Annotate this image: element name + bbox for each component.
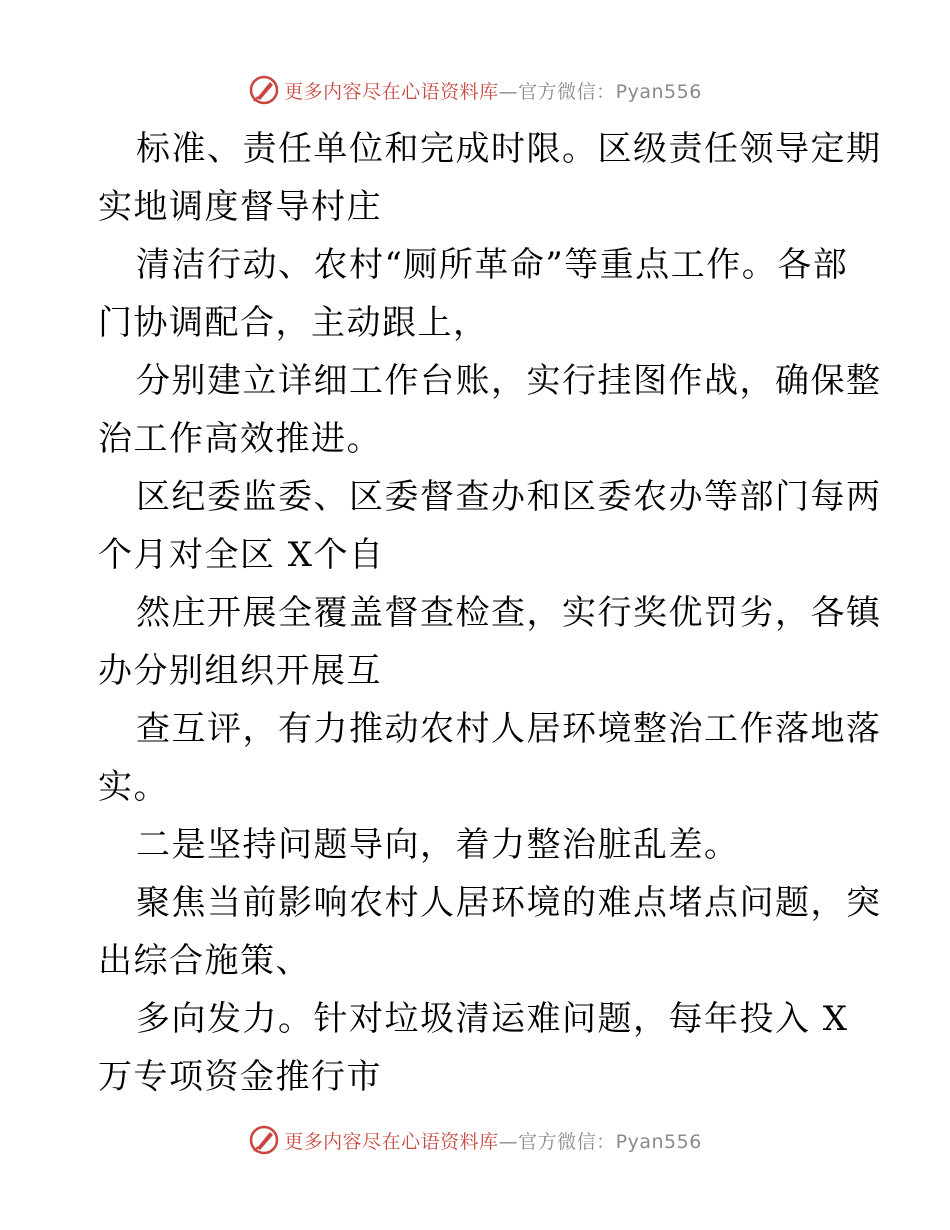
- header-watermark-text: 更多内容尽在心语资料库—官方微信：Pyan556: [284, 80, 702, 103]
- body-line: 实地调度督导村庄: [98, 187, 382, 227]
- body-line: 万专项资金推行市: [98, 1057, 382, 1097]
- body-line: 个月对全区 X个自: [98, 535, 385, 575]
- feather-pen-logo-icon: [248, 74, 280, 106]
- body-line: 出综合施策、: [98, 941, 311, 981]
- feather-pen-logo-icon: [248, 1124, 280, 1156]
- body-line: 分别建立详细工作台账，实行挂图作战，确保整: [136, 361, 882, 401]
- footer-watermark-text: 更多内容尽在心语资料库—官方微信：Pyan556: [284, 1130, 702, 1153]
- body-line: 门协调配合，主动跟上，: [98, 303, 489, 343]
- body-line: 标准、责任单位和完成时限。区级责任领导定期: [136, 129, 882, 169]
- body-line: 区纪委监委、区委督查办和区委农办等部门每两: [136, 477, 882, 517]
- body-line: 办分别组织开展互: [98, 651, 382, 691]
- footer-watermark-banner: [0, 1120, 950, 1160]
- header-watermark-banner: [0, 70, 950, 110]
- body-line: 治工作高效推进。: [98, 419, 382, 459]
- document-body: [98, 120, 882, 1106]
- body-line: 实。: [98, 767, 169, 807]
- body-line: 清洁行动、农村“厕所革命”等重点工作。各部: [136, 245, 849, 285]
- body-line: 查互评，有力推动农村人居环境整治工作落地落: [136, 709, 882, 749]
- body-line: 然庄开展全覆盖督查检查，实行奖优罚劣，各镇: [136, 593, 882, 633]
- body-line: 聚焦当前影响农村人居环境的难点堵点问题，突: [136, 883, 882, 923]
- body-line: 二是坚持问题导向，着力整治脏乱差。: [136, 825, 740, 865]
- body-line: 多向发力。针对垃圾清运难问题，每年投入 X: [136, 999, 849, 1039]
